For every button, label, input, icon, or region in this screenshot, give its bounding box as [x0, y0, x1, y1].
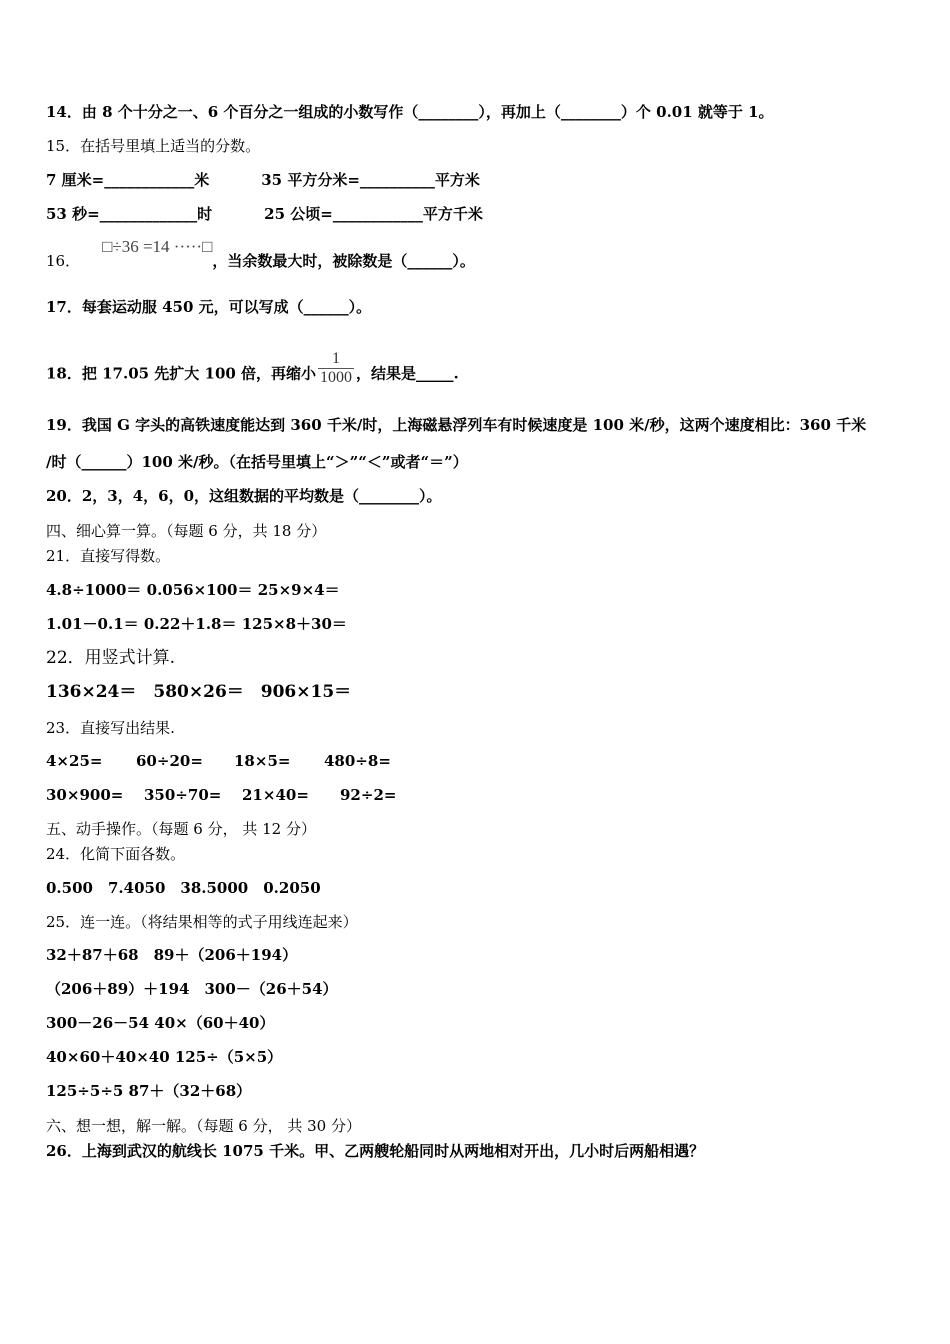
q15-item-sec: 53 秒=_____________时	[46, 205, 213, 223]
question-24-row-1: 0.500 7.4050 38.5000 0.2050	[46, 879, 321, 897]
q18-text-post: ，结果是_____.	[356, 364, 459, 383]
question-21-row-1: 4.8÷1000＝ 0.056×100＝ 25×9×4＝	[46, 581, 340, 599]
question-18	[46, 350, 459, 393]
question-17: 17．每套运动服 450 元，可以写成（______）。	[46, 298, 372, 316]
question-15: 15．在括号里填上适当的分数。	[46, 137, 261, 155]
q23-item: 21×40=	[242, 786, 309, 804]
question-26: 26．上海到武汉的航线长 1075 千米。甲、乙两艘轮船同时从两地相对开出，几小时后两船相遇？	[46, 1142, 705, 1160]
q23-item: 92÷2=	[340, 786, 397, 804]
q23-item: 4×25=	[46, 752, 103, 770]
question-21-row-2: 1.01－0.1＝ 0.22＋1.8＝ 125×8＋30＝	[46, 615, 347, 633]
question-25-row-3: 300－26－54 40×（60＋40）	[46, 1014, 275, 1032]
question-22: 22．用竖式计算.	[46, 648, 176, 668]
question-25: 25．连一连。（将结果相等的式子用线连起来）	[46, 913, 358, 931]
question-19-line-2: /时（______）100 米/秒。（在括号里填上“＞”“＜”或者“＝”）	[46, 453, 468, 471]
section-6-heading: 六、想一想，解一解。（每题 6 分， 共 30 分）	[46, 1117, 361, 1135]
q23-item: 30×900=	[46, 786, 124, 804]
question-24: 24．化简下面各数。	[46, 845, 186, 863]
section-5-heading: 五、动手操作。（每题 6 分， 共 12 分）	[46, 820, 316, 838]
question-25-row-1: 32＋87＋68 89＋（206＋194）	[46, 946, 298, 964]
q15-item-ha: 25 公顷=____________平方千米	[264, 205, 483, 223]
q23-item: 480÷8=	[324, 752, 391, 770]
question-15-row-1	[46, 170, 480, 190]
question-22-row-1: 136×24＝ 580×26＝ 906×15＝	[46, 682, 352, 702]
question-15-row-2	[46, 204, 483, 224]
question-16	[46, 237, 475, 271]
question-21: 21．直接写得数。	[46, 547, 171, 565]
q18-fraction-denominator: 1000	[320, 369, 353, 386]
question-25-row-4: 40×60＋40×40 125÷（5×5）	[46, 1048, 283, 1066]
section-4-heading: 四、细心算一算。（每题 6 分，共 18 分）	[46, 522, 327, 540]
q16-division-formula: □÷36 =14 ·····□	[102, 237, 213, 256]
question-23-row-1	[46, 751, 391, 771]
q15-item-dm2: 35 平方分米=__________平方米	[261, 171, 480, 189]
question-25-row-2: （206＋89）＋194 300－（26＋54）	[46, 980, 338, 998]
question-23: 23．直接写出结果.	[46, 719, 175, 737]
q23-item: 18×5=	[234, 752, 291, 770]
q23-item: 350÷70=	[144, 786, 222, 804]
question-19-line-1: 19．我国 G 字头的高铁速度能达到 360 千米/时，上海磁悬浮列车有时候速度是 100 米/秒，这两个速度相比：360 千米	[46, 416, 867, 434]
q16-number: 16．	[46, 252, 81, 270]
question-25-row-5: 125÷5÷5 87＋（32＋68）	[46, 1082, 252, 1100]
q18-fraction	[318, 350, 354, 387]
q15-item-cm: 7 厘米=____________米	[46, 171, 210, 189]
q18-fraction-numerator: 1	[332, 350, 341, 367]
q23-item: 60÷20=	[136, 752, 203, 770]
question-14: 14．由 8 个十分之一、6 个百分之一组成的小数写作（________），再加上（________）个 0.01 就等于 1。	[46, 103, 774, 121]
q18-text-pre: 18．把 17.05 先扩大 100 倍，再缩小	[46, 364, 317, 383]
question-23-row-2	[46, 785, 396, 805]
question-20: 20．2，3，4，6，0，这组数据的平均数是（________）。	[46, 487, 442, 505]
q16-text: ，当余数最大时，被除数是（______）。	[212, 252, 475, 270]
